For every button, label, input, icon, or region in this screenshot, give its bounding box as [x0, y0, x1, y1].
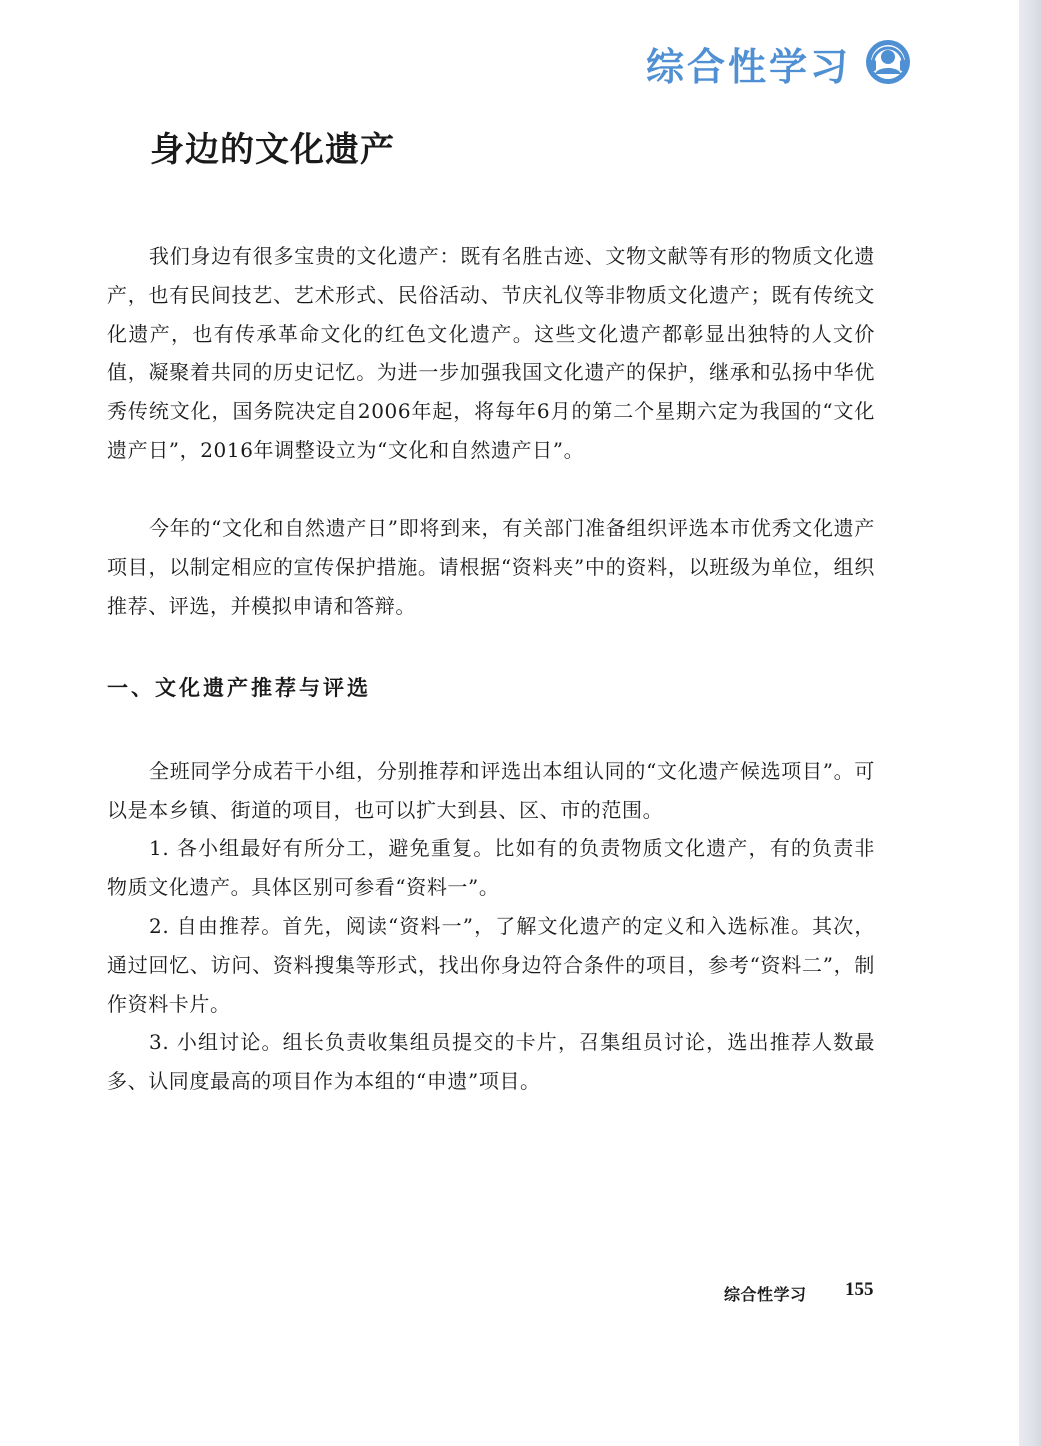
- section-header: [646, 34, 916, 94]
- section-one-step-1: 1. 各小组最好有所分工，避免重复。比如有的负责物质文化遗产，有的负责非物质文化遗产。具体区别可参看“资料一”。: [107, 836, 875, 899]
- page-number: 155: [845, 1279, 874, 1300]
- page-binding-edge: [1019, 0, 1041, 1446]
- lesson-title: 身边的文化遗产: [150, 130, 395, 170]
- intro-paragraph-2: 今年的“文化和自然遗产日”即将到来，有关部门准备组织评选本市优秀文化遗产项目，以制定相应的宣传保护措施。请根据“资料夹”中的资料，以班级为单位，组织推荐、评选，并模拟申请和答辩。: [107, 516, 875, 618]
- section-one-heading: 一、文化遗产推荐与评选: [107, 675, 371, 700]
- section-one-step-3: 3. 小组讨论。组长负责收集组员提交的卡片，召集组员讨论，选出推荐人数最多、认同度最高的项目作为本组的“申遗”项目。: [107, 1030, 875, 1093]
- section-header-title: 综合性学习: [646, 44, 852, 89]
- person-icon: [864, 38, 912, 86]
- page-footer: [724, 1276, 884, 1306]
- intro-paragraph-1: 我们身边有很多宝贵的文化遗产：既有名胜古迹、文物文献等有形的物质文化遗产，也有民间技艺、艺术形式、民俗活动、节庆礼仪等非物质文化遗产；既有传统文化遗产，也有传承革命文化的红色文化遗产。这些文化遗产都彰显出独特的人文价值，凝聚着共同的历史记忆。为进一步加强我国文化遗产的保护，继承和弘扬中华优秀传统文化，国务院决定自2006年起，将每年6月的第二个星期六定为我国的“文化遗产日”，2016年调整设立为“文化和自然遗产日”。: [107, 244, 875, 462]
- section-one-step-2: 2. 自由推荐。首先，阅读“资料一”，了解文化遗产的定义和入选标准。其次，通过回忆、访问、资料搜集等形式，找出你身边符合条件的项目，参考“资料二”，制作资料卡片。: [107, 914, 875, 1016]
- section-one-intro-paragraph: 全班同学分成若干小组，分别推荐和评选出本组认同的“文化遗产候选项目”。可以是本乡镇、街道的项目，也可以扩大到县、区、市的范围。: [107, 759, 875, 822]
- footer-section-label: 综合性学习: [724, 1285, 807, 1304]
